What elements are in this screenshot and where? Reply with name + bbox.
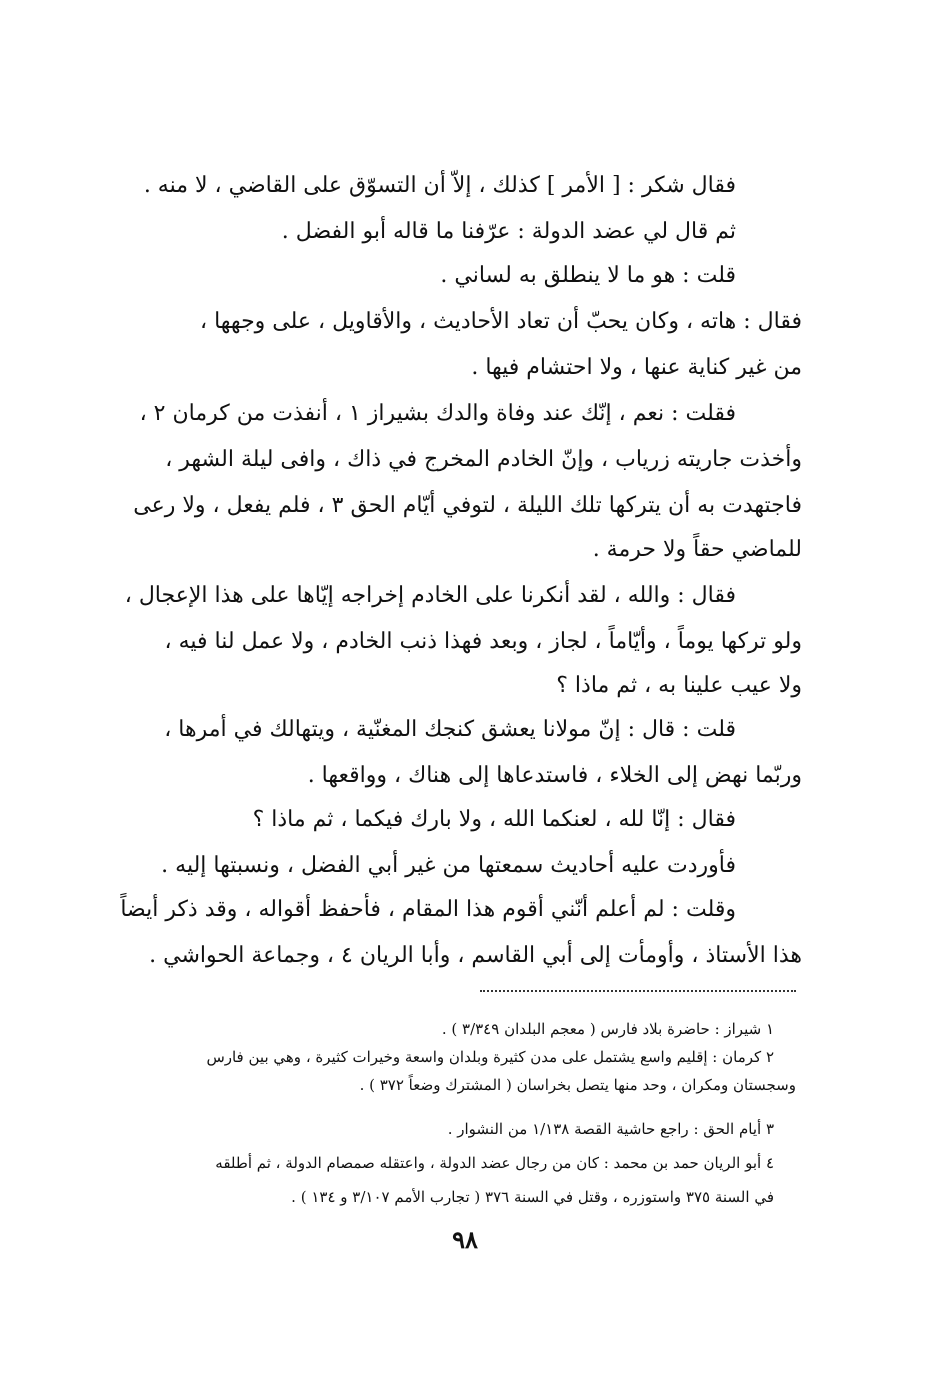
body-line-13: قلت : قال : إنّ مولانا يعشق كنجك المغنّية ، ويتهالك في أمرها ، [164,717,736,742]
body-line-8: فاجتهدت به أن يتركها تلك الليلة ، لتوفي أيّام الحق ٣ ، فلم يفعل ، ولا رعى [133,493,802,518]
body-line-9: للماضي حقاً ولا حرمة . [592,537,802,562]
body-line-5: من غير كناية عنها ، ولا احتشام فيها . [471,355,802,380]
body-line-15: فقال : إنّا لله ، لعنكما الله ، ولا بارك فيكما ، ثم ماذا ؟ [252,807,736,832]
body-line-14: وربّما نهض إلى الخلاء ، فاستدعاها إلى هناك ، وواقعها . [307,763,802,788]
body-line-16: فأوردت عليه أحاديث سمعتها من غير أبي الفضل ، ونسبتها إليه . [161,853,736,878]
page-number: ٩٨ [452,1225,478,1254]
footnote-4: ٤ أبو الريان حمد بن محمد : كان من رجال عضد الدولة ، واعتقله صمصام الدولة ، ثم أطلقه [215,1154,774,1172]
body-line-2: ثم قال لي عضد الدولة : عرّفنا ما قاله أبو الفضل . [281,219,736,244]
body-line-18: هذا الأستاذ ، وأومأت إلى أبي القاسم ، وأبا الريان ٤ ، وجماعة الحواشي . [149,943,802,968]
body-line-11: ولو تركها يوماً ، وأيّاماً ، لجاز ، وبعد فهذا ذنب الخادم ، ولا عمل لنا فيه ، [164,629,802,654]
body-line-17: وقلت : لم أعلم أنّني أقوم هذا المقام ، فأحفظ أقواله ، وقد ذكر أيضاً [120,897,736,922]
footnote-separator [480,990,796,992]
footnote-2b: وسجستان ومكران ، وحد منها يتصل بخراسان ( المشترك وضعاً ٣٧٢ ) . [359,1076,796,1094]
body-line-10: فقال : والله ، لقد أنكرنا على الخادم إخراجه إيّاها على هذا الإعجال ، [124,583,736,608]
body-line-12: ولا عيب علينا به ، ثم ماذا ؟ [556,673,802,698]
footnote-1: ١ شيراز : حاضرة بلاد فارس ( معجم البلدان ٣/٣٤٩ ) . [441,1020,774,1038]
body-line-1: فقال شكر : [ الأمر ] كذلك ، إلاّ أن التسوّق على القاضي ، لا منه . [143,173,736,198]
body-line-6: فقلت : نعم ، إنّك عند وفاة والدك بشيراز ١ ، أنفذت من كرمان ٢ ، [139,401,736,426]
body-line-7: وأخذت جاريته زرياب ، وإنّ الخادم المخرج في ذاك ، وافى ليلة الشهر ، [165,447,802,472]
body-line-4: فقال : هاته ، وكان يحبّ أن تعاد الأحاديث ، والأقاويل ، على وجهها ، [199,309,802,334]
body-line-3: قلت : هو ما لا ينطلق به لساني . [440,263,736,288]
footnote-4b: في السنة ٣٧٥ واستوزره ، وقتل في السنة ٣٧٦ ( تجارب الأمم ٣/١٠٧ و ١٣٤ ) . [291,1188,774,1206]
footnote-3: ٣ أيام الحق : راجع حاشية القصة ١/١٣٨ من النشوار . [447,1120,774,1138]
footnote-2: ٢ كرمان : إقليم واسع يشتمل على مدن كثيرة وبلدان واسعة وخيرات كثيرة ، وهي بين فارس [206,1048,774,1066]
